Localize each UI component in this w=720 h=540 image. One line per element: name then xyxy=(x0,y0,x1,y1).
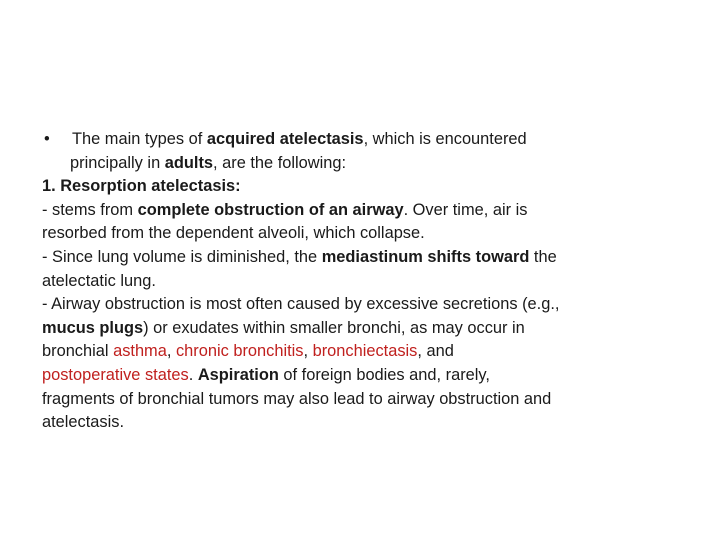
bullet-line-2 xyxy=(42,152,692,176)
highlight-term: chronic bronchitis xyxy=(175,342,304,361)
paragraph-3-line-6: atelectasis. xyxy=(42,413,124,432)
bold-term: mucus plugs xyxy=(42,318,144,337)
paragraph-3-line-5: fragments of bronchial tumors may also lead to airway obstruction and xyxy=(42,389,552,408)
paragraph-2-line-1 xyxy=(42,246,692,270)
text-run: , and xyxy=(417,342,454,361)
text-run: . Over time, air is xyxy=(403,200,528,219)
text-body xyxy=(42,128,692,435)
highlight-term: postoperative states xyxy=(42,365,189,384)
paragraph-1-line-2: resorbed from the dependent alveoli, which collapse. xyxy=(42,224,425,243)
paragraph-1-line-1 xyxy=(42,199,692,223)
paragraph-2-line-2: atelectatic lung. xyxy=(42,271,156,290)
bold-term: Aspiration xyxy=(197,365,279,384)
bold-term: complete obstruction of an airway xyxy=(137,200,404,219)
text-run: ) or exudates within smaller bronchi, as may occur in xyxy=(143,318,525,337)
text-run: , xyxy=(303,342,313,361)
paragraph-3-line-4 xyxy=(42,364,692,388)
bold-term: mediastinum shifts toward xyxy=(321,247,530,266)
bold-term: acquired atelectasis xyxy=(206,130,364,148)
text-run: bronchial xyxy=(42,342,114,361)
section-heading: 1. Resorption atelectasis: xyxy=(42,177,241,196)
text-run: the xyxy=(529,247,557,266)
text-run: , xyxy=(166,342,176,361)
text-run: - Since lung volume is diminished, the xyxy=(42,247,322,266)
paragraph-3-line-2 xyxy=(42,317,692,341)
bullet-line-1 xyxy=(42,128,692,152)
bold-term: adults xyxy=(164,153,214,172)
text-run: . xyxy=(188,365,198,384)
highlight-term: bronchiectasis xyxy=(312,342,418,361)
text-run: , which is encountered xyxy=(363,130,527,148)
text-run: , are the following: xyxy=(213,153,347,172)
text-run: principally in xyxy=(70,153,165,172)
paragraph-3-line-1: - Airway obstruction is most often caused by excessive secretions (e.g., xyxy=(42,295,560,314)
highlight-term: asthma xyxy=(113,342,167,361)
text-run: of foreign bodies and, rarely, xyxy=(278,365,490,384)
paragraph-3-line-3 xyxy=(42,340,692,364)
text-run: The main types of xyxy=(72,130,207,148)
bullet-icon: • xyxy=(44,130,50,148)
text-run: - stems from xyxy=(42,200,138,219)
